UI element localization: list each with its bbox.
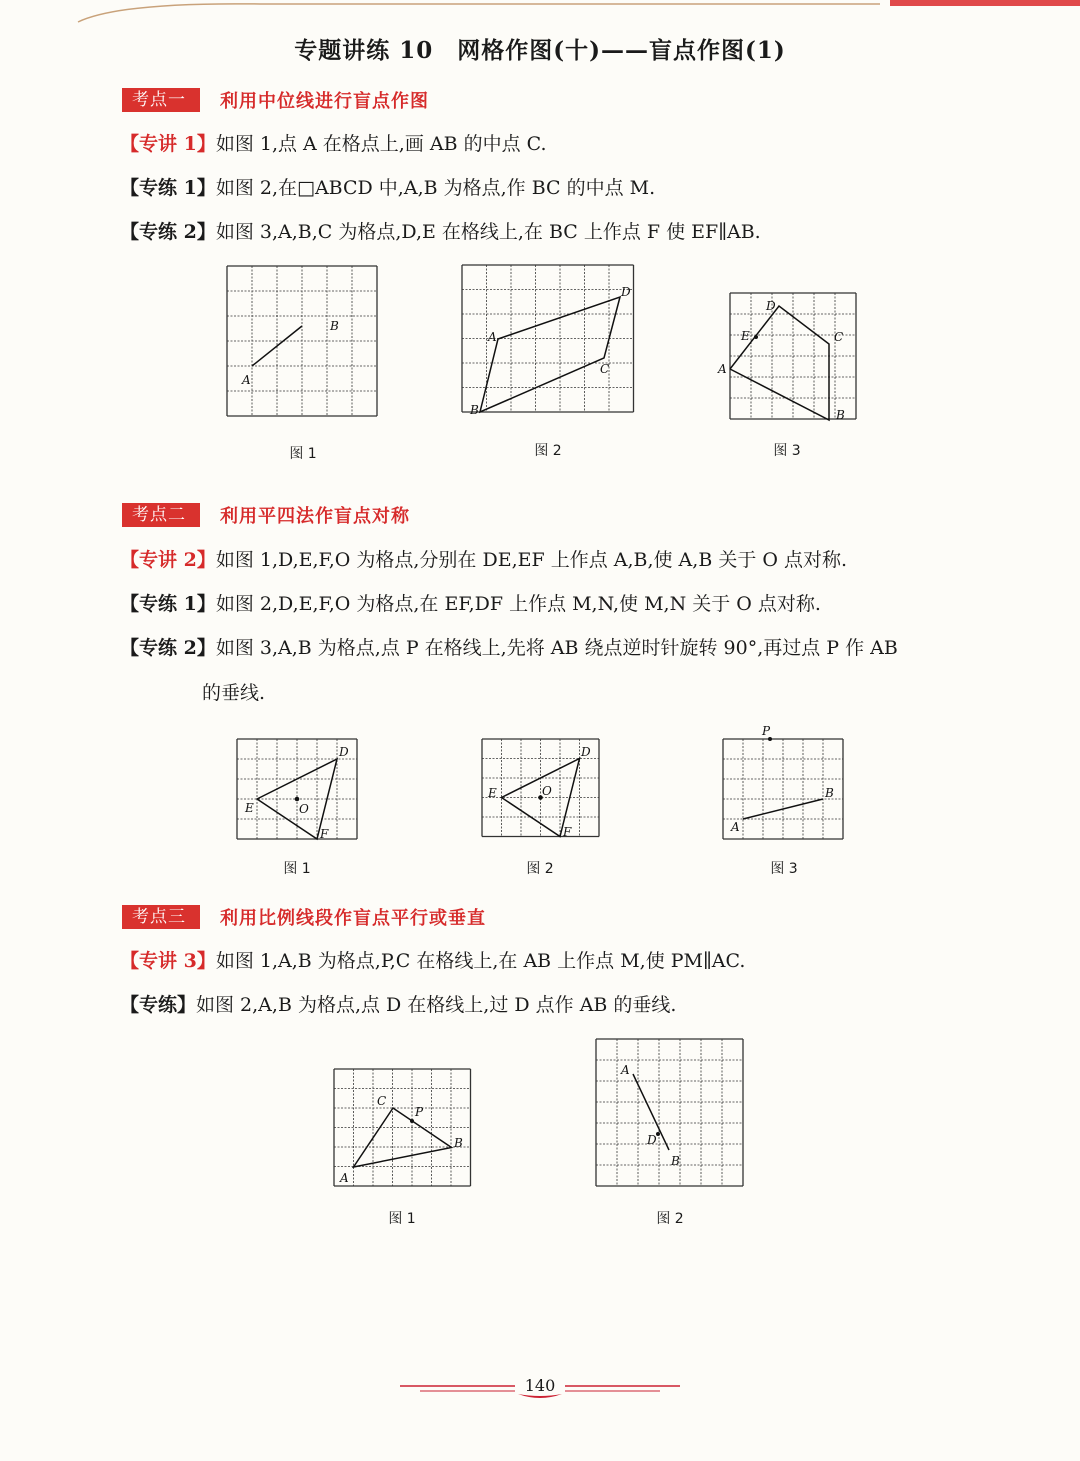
label-a: A: [718, 362, 727, 376]
question-s2-3: [120, 635, 898, 661]
section-2-header: [122, 502, 410, 528]
label-d: D: [621, 285, 631, 299]
question-s3-1: [120, 948, 745, 974]
question-text: 如图 2,在□ABCD 中,A,B 为格点,作 BC 的中点 M.: [215, 177, 656, 199]
caption: 图 1: [388, 1211, 416, 1227]
question-s1-3: [120, 219, 761, 245]
label-b: B: [454, 1136, 463, 1150]
section-heading: 利用平四法作盲点对称: [220, 506, 410, 527]
point-o: [295, 797, 300, 802]
question-text: 如图 1,D,E,F,O 为格点,分别在 DE,EF 上作点 A,B,使 A,B 关于 O 点对称.: [215, 549, 848, 571]
label-c: C: [834, 330, 844, 344]
label-b: B: [470, 403, 479, 417]
label-o: O: [542, 784, 552, 798]
page-title: 专题讲练 10 网格作图(十)——盲点作图(1): [294, 37, 786, 64]
caption: 图 2: [534, 443, 562, 459]
grid: [596, 1039, 743, 1186]
label-c: C: [377, 1094, 387, 1108]
question-s1-2: [120, 175, 655, 201]
question-label: 【专练 2】: [120, 637, 216, 659]
label-b: B: [330, 319, 339, 333]
point-p: [410, 1119, 414, 1123]
label-d: D: [647, 1133, 657, 1147]
figure-s2-1: [232, 734, 364, 846]
label-e: E: [741, 329, 750, 343]
question-text: 如图 3,A,B,C 为格点,D,E 在格线上,在 BC 上作点 F 使 EF∥AB.: [215, 221, 761, 243]
label-p: P: [415, 1105, 424, 1119]
label-e: E: [245, 801, 254, 815]
question-label: 【专练】: [120, 994, 197, 1016]
caption: 图 3: [773, 443, 801, 459]
caption: 图 1: [283, 861, 311, 877]
question-s2-2: [120, 591, 821, 617]
label-f: F: [320, 827, 329, 841]
label-p: P: [762, 724, 771, 738]
question-s2-3-continuation: 的垂线.: [202, 682, 266, 704]
label-a: A: [621, 1063, 630, 1077]
question-label: 【专讲 3】: [120, 950, 216, 972]
section-1-header: [122, 87, 429, 113]
grid: [730, 293, 856, 419]
question-s1-1: [120, 131, 547, 157]
label-a: A: [731, 820, 740, 834]
question-label: 【专讲 1】: [120, 133, 216, 155]
grid: [227, 266, 377, 416]
label-a: A: [488, 330, 497, 344]
point-e: [754, 335, 758, 339]
question-label: 【专练 1】: [120, 593, 216, 615]
section-3-header: [122, 904, 486, 930]
question-text: 如图 1,点 A 在格点上,画 AB 的中点 C.: [215, 133, 547, 155]
question-text: 如图 3,A,B 为格点,点 P 在格线上,先将 AB 绕点逆时针旋转 90°,再过点 P 作 AB: [215, 637, 898, 659]
section-heading: 利用中位线进行盲点作图: [220, 91, 429, 112]
label-d: D: [339, 745, 349, 759]
label-b: B: [836, 408, 845, 422]
label-e: E: [488, 786, 497, 800]
question-text: 如图 2,D,E,F,O 为格点,在 EF,DF 上作点 M,N,使 M,N 关于 O 点对称.: [215, 593, 821, 615]
figure-s3-1: [329, 1064, 477, 1194]
label-d: D: [581, 745, 591, 759]
label-a: A: [242, 373, 251, 387]
question-label: 【专练 2】: [120, 221, 216, 243]
segment-ab: [252, 326, 302, 366]
question-s2-1: [120, 547, 847, 573]
label-c: C: [600, 362, 610, 376]
section-tag: 考点一: [122, 88, 200, 112]
label-a: A: [340, 1171, 349, 1185]
figure-s1-2: [456, 260, 641, 425]
label-o: O: [299, 802, 309, 816]
label-f: F: [563, 825, 572, 839]
figure-s1-3: [714, 288, 864, 428]
triangle-acb: [354, 1108, 452, 1167]
label-b: B: [825, 786, 834, 800]
question-label: 【专练 1】: [120, 177, 216, 199]
label-d: D: [766, 299, 776, 313]
section-heading: 利用比例线段作盲点平行或垂直: [220, 908, 486, 929]
top-decoration: [0, 0, 1080, 30]
question-text: 如图 1,A,B 为格点,P,C 在格线上,在 AB 上作点 M,使 PM∥AC.: [215, 950, 746, 972]
figure-s2-3: [718, 722, 850, 846]
grid: [334, 1069, 471, 1186]
section-tag: 考点二: [122, 503, 200, 527]
question-text: 如图 2,A,B 为格点,点 D 在格线上,过 D 点作 AB 的垂线.: [196, 994, 677, 1016]
question-s3-2: [120, 992, 676, 1018]
label-b: B: [671, 1154, 680, 1168]
caption: 图 2: [526, 861, 554, 877]
page-number: 140: [524, 1376, 556, 1395]
figure-s3-2: [591, 1034, 751, 1194]
caption: 图 3: [770, 861, 798, 877]
section-tag: 考点三: [122, 905, 200, 929]
figure-s1-1: [222, 260, 387, 430]
caption: 图 1: [289, 446, 317, 462]
caption: 图 2: [656, 1211, 684, 1227]
question-label: 【专讲 2】: [120, 549, 216, 571]
figure-s2-2: [477, 734, 607, 846]
